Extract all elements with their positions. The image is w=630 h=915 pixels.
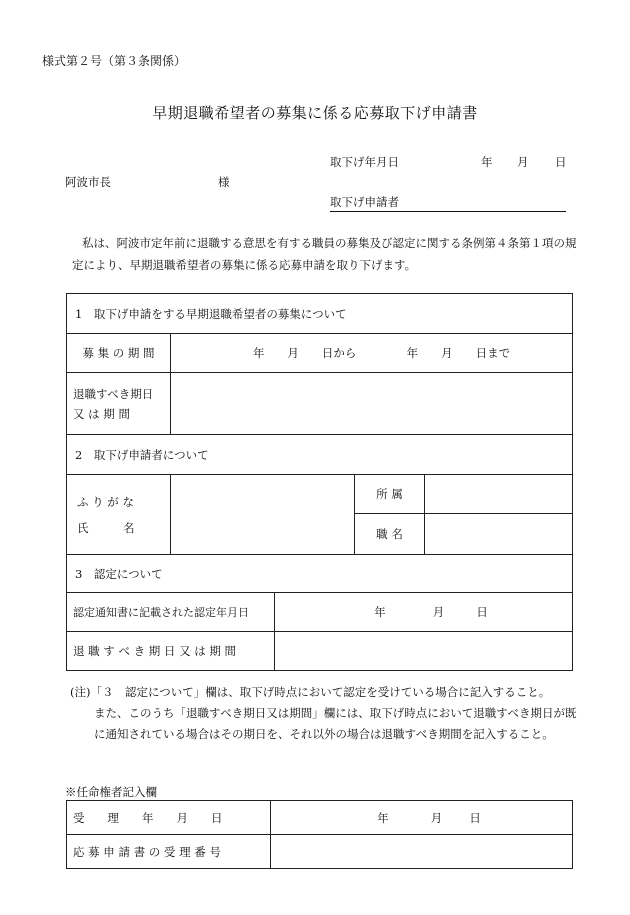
retire-date-field[interactable] bbox=[171, 373, 573, 435]
received-date-field[interactable] bbox=[271, 801, 573, 835]
section-1-heading: 1 取下げ申請をする早期退職希望者の募集について bbox=[67, 294, 573, 334]
retire-date-label-line-1: 退職すべき期日 bbox=[73, 386, 154, 401]
retire-date-label bbox=[67, 373, 171, 435]
received-day: 日 bbox=[469, 810, 481, 825]
cert-retire-field[interactable] bbox=[275, 632, 573, 671]
note-line-1: (注)「３ 認定について」欄は、取下げ時点において認定を受けている場合に記入すること。 bbox=[70, 685, 551, 699]
receipt-number-field[interactable] bbox=[271, 835, 573, 869]
form-number: 様式第２号（第３条関係） bbox=[42, 54, 187, 68]
section-3-heading: 3 認定について bbox=[67, 555, 573, 593]
addressee: 阿波市長 bbox=[65, 175, 111, 189]
cert-day: 日 bbox=[476, 605, 488, 619]
cert-date-label: 認定通知書に記載された認定年月日 bbox=[67, 593, 275, 632]
appointer-table bbox=[66, 800, 573, 869]
affiliation-field[interactable] bbox=[425, 475, 573, 514]
name-field[interactable] bbox=[171, 475, 355, 555]
recruitment-period-field[interactable] bbox=[171, 334, 573, 373]
name-label: 氏 名 bbox=[77, 520, 135, 535]
period-to: 年 月 日まで bbox=[406, 346, 511, 360]
appointer-heading: ※任命権者記入欄 bbox=[65, 785, 157, 799]
applicant-field[interactable]: 取下げ申請者 bbox=[330, 194, 566, 212]
received-date-label: 受 理 年 月 日 bbox=[67, 801, 271, 835]
notes bbox=[72, 682, 578, 745]
page-title: 早期退職希望者の募集に係る応募取下げ申請書 bbox=[152, 104, 478, 122]
name-label-cell bbox=[67, 475, 171, 555]
statement-text: 私は、阿波市定年前に退職する意思を有する職員の募集及び認定に関する条例第４条第１項の規定により、早期退職希望者の募集に係る応募申請を取り下げます。 bbox=[72, 236, 577, 272]
recruitment-period-label: 募 集 の 期 間 bbox=[67, 334, 171, 373]
receipt-number-label: 応 募 申 請 書 の 受 理 番 号 bbox=[67, 835, 271, 869]
position-field[interactable] bbox=[425, 514, 573, 555]
received-year: 年 bbox=[377, 810, 389, 825]
honorific: 様 bbox=[218, 175, 230, 189]
affiliation-label: 所 属 bbox=[355, 475, 425, 514]
section-2-heading: 2 取下げ申請者について bbox=[67, 435, 573, 475]
cert-retire-label: 退 職 す べ き 期 日 又 は 期 間 bbox=[67, 632, 275, 671]
cert-year: 年 bbox=[374, 605, 386, 619]
period-from: 年 月 日から bbox=[252, 346, 357, 360]
retire-date-label-line-2: 又 は 期 間 bbox=[73, 406, 130, 421]
cert-month: 月 bbox=[432, 605, 445, 619]
note-line-2: また、このうち「退職すべき期日又は期間」欄には、取下げ時点において退職すべき期日が既に通知されている場合はその期日を、それ以外の場合は退職すべき期間を記入すること。 bbox=[94, 706, 577, 741]
withdrawal-date-label: 取下げ年月日 bbox=[330, 155, 399, 169]
date-month-label: 月 bbox=[517, 155, 529, 169]
received-month: 月 bbox=[430, 810, 443, 825]
furigana-label: ふ り が な bbox=[77, 494, 134, 509]
cert-date-field[interactable] bbox=[275, 593, 573, 632]
position-label: 職 名 bbox=[355, 514, 425, 555]
date-day-label: 日 bbox=[555, 155, 567, 169]
date-year-label: 年 bbox=[481, 155, 493, 169]
application-table bbox=[66, 293, 573, 671]
